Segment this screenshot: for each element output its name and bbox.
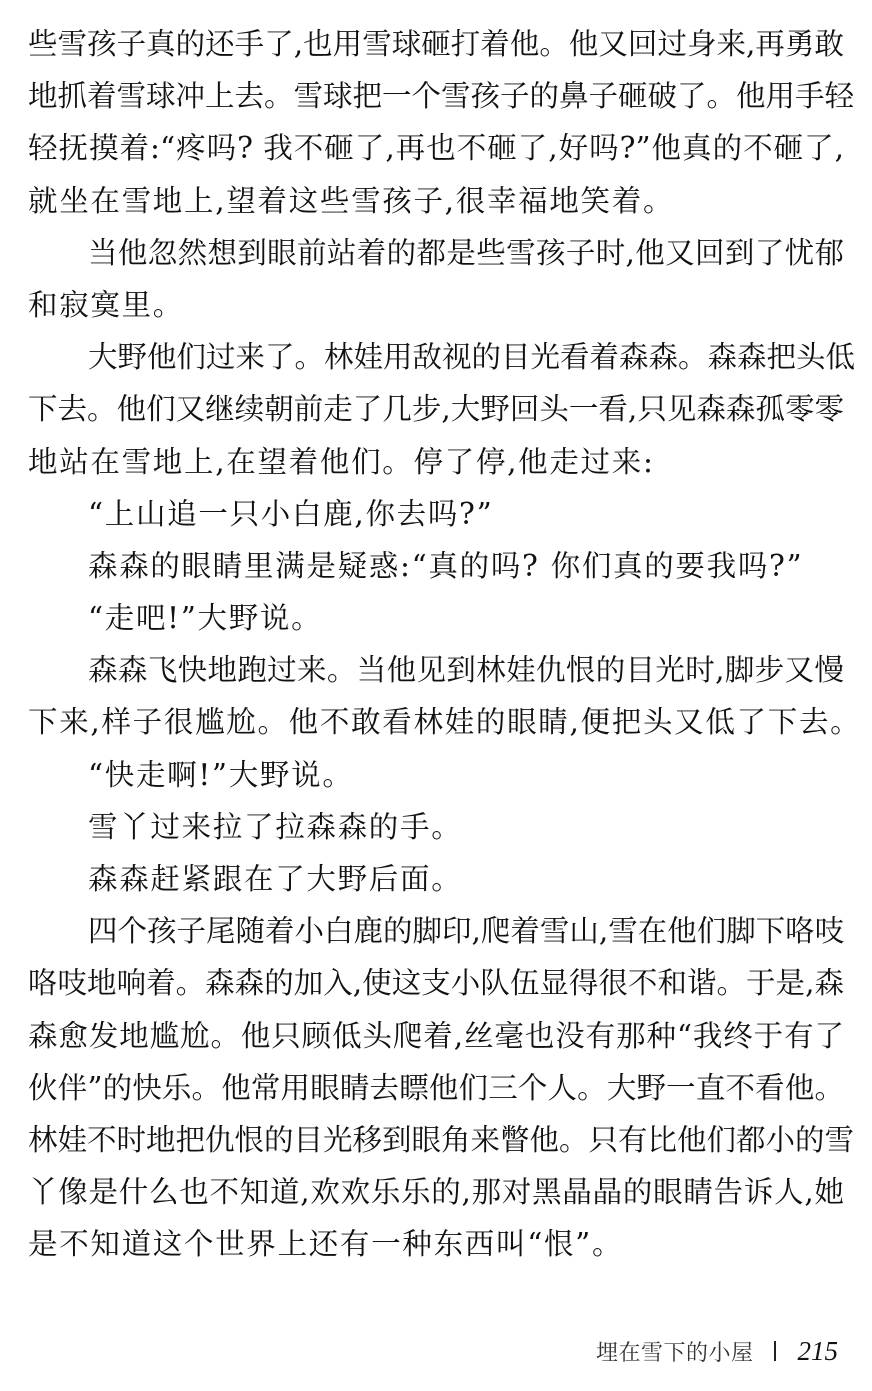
paragraph-first-line: 当他忽然想到眼前站着的都是些雪孩子时,他又回到了忧郁 [88,235,844,270]
page-footer [596,1331,838,1371]
text-line: 地站在雪地上,在望着他们。停了停,他走过来: [28,444,655,479]
text-line: 林娃不时地把仇恨的目光移到眼角来瞥他。只有比他们都小的雪 [28,1122,855,1157]
dialogue-line: “走吧!”大野说。 [88,601,323,636]
paragraph-first-line: 四个孩子尾随着小白鹿的脚印,爬着雪山,雪在他们脚下咯吱 [88,914,845,949]
text-line: 丫像是什么也不知道,欢欢乐乐的,那对黑晶晶的眼睛告诉人,她 [28,1175,844,1210]
text-line: 些雪孩子真的还手了,也用雪球砸打着他。他又回过身来,再勇敢 [28,27,844,61]
text-line: 下来,样子很尴尬。他不敢看林娃的眼睛,便把头又低了下去。 [28,705,862,740]
text-line: 森愈发地尴尬。他只顾低头爬着,丝毫也没有那种“我终于有了 [28,1018,844,1053]
footer-separator [774,1341,776,1361]
text-line: 就坐在雪地上,望着这些雪孩子,很幸福地笑着。 [28,183,675,218]
page-number: 215 [797,1335,838,1366]
paragraph-first-line: 大野他们过来了。林娃用敌视的目光看着森森。森森把头低 [88,340,856,375]
dialogue-line: 森森的眼睛里满是疑惑:“真的吗? 你们真的要我吗?” [88,548,804,583]
page-body-text [28,18,862,1271]
paragraph-first-line: 雪丫过来拉了拉森森的手。 [88,809,463,844]
paragraph-first-line: 森森赶紧跟在了大野后面。 [88,862,463,896]
text-line: 咯吱地响着。森森的加入,使这支小队伍显得很不和谐。于是,森 [28,966,844,1001]
text-line: 伙伴”的快乐。他常用眼睛去瞟他们三个人。大野一直不看他。 [28,1070,844,1105]
text-line: 下去。他们又继续朝前走了几步,大野回头一看,只见森森孤零零 [28,392,844,427]
paragraph-first-line: 森森飞快地跑过来。当他见到林娃仇恨的目光时,脚步又慢 [88,653,844,688]
text-line: 是不知道这个世界上还有一种东西叫“恨”。 [28,1227,624,1262]
text-line: 轻抚摸着:“疼吗? 我不砸了,再也不砸了,好吗?”他真的不砸了, [28,131,844,166]
dialogue-line: “快走啊!”大野说。 [88,757,354,792]
text-line: 和寂寞里。 [28,287,185,322]
text-line: 地抓着雪球冲上去。雪球把一个雪孩子的鼻子砸破了。他用手轻 [28,79,855,114]
running-footer-book-title: 埋在雪下的小屋 [595,1340,754,1366]
dialogue-line: “上山追一只小白鹿,你去吗?” [88,496,494,531]
